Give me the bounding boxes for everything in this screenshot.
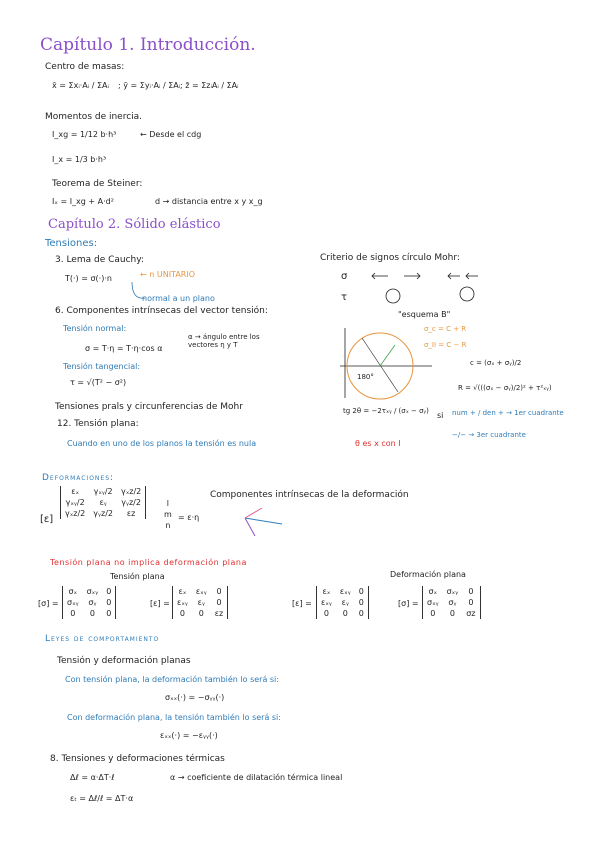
- comp-item: 6. Componentes intrínsecas del vector tensión:: [55, 306, 268, 316]
- c: 0: [358, 598, 364, 607]
- c: σₓ: [428, 587, 438, 596]
- c: εₓᵧ: [321, 598, 332, 607]
- si-label: si: [437, 411, 444, 420]
- plana-item: 12. Tensión plana:: [57, 419, 139, 429]
- c: 0: [106, 598, 112, 607]
- momento-xg: I_xg = 1/12 b·h³: [52, 130, 117, 139]
- m12: γᵧz/2: [121, 498, 141, 507]
- dp-sigma-label: [σ] =: [398, 599, 419, 608]
- cuadrante1: num + / den + → 1er cuadrante: [452, 409, 564, 417]
- c: σₓ: [68, 587, 78, 596]
- tg-formula: tg 2θ = −2τₓᵧ / (σₓ − σᵧ): [343, 407, 429, 415]
- mohr-sigma-ii: σ_II = C − R: [424, 341, 467, 349]
- tensiones-label: Tensiones:: [45, 238, 98, 249]
- criterio-sigma: σ: [341, 271, 348, 282]
- c: 0: [449, 609, 455, 618]
- deform-vector: [160, 498, 176, 531]
- c: σz: [466, 609, 476, 618]
- dp-eps-matrix: [316, 586, 369, 619]
- c: εz: [214, 609, 224, 618]
- leyes-item2: 8. Tensiones y deformaciones térmicas: [50, 754, 225, 764]
- tangencial-formula: τ = √(T² − σ²): [70, 378, 127, 387]
- chapter2-title: Capítulo 2. Sólido elástico: [48, 217, 221, 232]
- chapter1-title: Capítulo 1. Introducción.: [40, 35, 256, 55]
- centro-masas-label: Centro de masas:: [45, 62, 125, 72]
- momento-x: I_x = 1/3 b·h³: [52, 155, 107, 164]
- tension-plana-label: Tensión plana: [110, 572, 165, 581]
- dp-sigma-matrix: [422, 586, 481, 619]
- leyes-item1: Tensión y deformación planas: [57, 656, 191, 666]
- tangencial-label: Tensión tangencial:: [63, 362, 141, 371]
- warning: Tensión plana no implica deformación plana: [50, 558, 247, 567]
- mohr-c: c = (σₓ + σᵧ)/2: [470, 359, 522, 367]
- c: σᵧ: [448, 598, 457, 607]
- tp-eps-matrix: [172, 586, 228, 619]
- m00: εₓ: [71, 487, 80, 496]
- leyes-formula3-note: α → coeficiente de dilatación térmica lineal: [170, 773, 343, 782]
- c: 0: [216, 598, 222, 607]
- mohr-sigma-c: σ_c = C + R: [424, 325, 467, 333]
- v2: n: [165, 521, 171, 530]
- mohr-r: R = √(((σₓ − σᵧ)/2)² + τ²ₓᵧ): [458, 384, 552, 392]
- mohr-circle-diagram: [340, 328, 432, 399]
- plana-note: Cuando en uno de los planos la tensión es nula: [67, 439, 257, 448]
- centro-formula-z: ; z̄ = ΣzᵢAᵢ / ΣAᵢ: [180, 81, 239, 90]
- cauchy-unitario: ← n UNITARIO: [140, 270, 196, 279]
- c: 0: [468, 587, 474, 596]
- v1: m: [164, 510, 172, 519]
- deformacion-plana-label: Deformación plana: [390, 570, 466, 579]
- c: 0: [430, 609, 436, 618]
- cauchy-arrow: [132, 282, 145, 298]
- deformaciones-label: Deformaciones:: [42, 473, 115, 483]
- cauchy-formula: T(·) = σ(·)·n: [65, 274, 112, 283]
- c: εₓ: [178, 587, 187, 596]
- m10: γₓᵧ/2: [65, 498, 85, 507]
- esquema-b: "esquema B": [398, 310, 451, 319]
- steiner-note: d → distancia entre x y x_g: [155, 197, 263, 206]
- tp-sigma-matrix: [62, 586, 116, 619]
- m22: εz: [126, 509, 136, 518]
- normal-note: α → ángulo entre los vectores η y T: [188, 333, 260, 349]
- c: εₓᵧ: [339, 587, 351, 596]
- angle-label: 180°: [357, 373, 374, 381]
- leyes-line2: Con deformación plana, la tensión también lo será si:: [67, 713, 281, 722]
- c: εᵧ: [341, 598, 349, 607]
- steiner-formula: Iₓ = I_xg + A·d²: [52, 197, 114, 206]
- dp-eps-label: [ε] =: [292, 599, 312, 608]
- c: 0: [106, 609, 112, 618]
- normal-formula: σ = T·η = T·η·cos α: [85, 344, 163, 353]
- m01: γₓᵧ/2: [93, 487, 113, 496]
- tp-eps-label: [ε] =: [150, 599, 170, 608]
- c: 0: [179, 609, 185, 618]
- c: σₓᵧ: [67, 598, 79, 607]
- c: 0: [70, 609, 76, 618]
- steiner-label: Teorema de Steiner:: [52, 179, 143, 189]
- c: σₓᵧ: [86, 587, 99, 596]
- m20: γₓz/2: [65, 509, 86, 518]
- normal-label: Tensión normal:: [63, 324, 127, 333]
- tensiones-pral: Tensiones prals y circunferencias de Mohr: [55, 402, 243, 412]
- m21: γᵧz/2: [93, 509, 113, 518]
- deform-result: = ε·η: [178, 513, 200, 522]
- centro-formula-y: ; ȳ = Σyᵢ·Aᵢ / ΣAᵢ: [118, 81, 181, 90]
- c: εₓᵧ: [177, 598, 188, 607]
- c: 0: [323, 609, 329, 618]
- momento-note: ← Desde el cdg: [140, 130, 202, 139]
- momentos-label: Momentos de inercia.: [45, 112, 143, 122]
- c: εₓᵧ: [195, 587, 207, 596]
- deform-matrix: [60, 486, 146, 519]
- theta-note: θ es x con I: [355, 439, 401, 448]
- m11: εᵧ: [99, 498, 107, 507]
- leyes-formula4: εₜ = Δℓ/ℓ = ΔT·α: [70, 794, 134, 803]
- centro-formula-x: x̄ = Σxᵢ·Aᵢ / ΣAᵢ: [52, 81, 109, 90]
- c: εₓ: [322, 587, 331, 596]
- c: 0: [342, 609, 348, 618]
- c: 0: [216, 587, 222, 596]
- c: 0: [106, 587, 112, 596]
- cauchy-normal: normal a un plano: [142, 294, 215, 303]
- v0: l: [166, 499, 170, 508]
- cauchy-item: 3. Lema de Cauchy:: [55, 255, 144, 265]
- leyes-line1: Con tensión plana, la deformación también lo será si:: [65, 675, 279, 684]
- criterio-tau: τ: [341, 292, 348, 303]
- c: 0: [358, 587, 364, 596]
- deformation-vectors: [245, 508, 282, 536]
- c: σᵧ: [88, 598, 97, 607]
- c: 0: [89, 609, 95, 618]
- sign-arrows: [372, 273, 478, 303]
- c: σₓᵧ: [446, 587, 459, 596]
- tp-sigma-label: [σ] =: [38, 599, 59, 608]
- leyes-label: Leyes de comportamiento: [45, 634, 160, 644]
- leyes-formula1: σₓₓ(·) = −σᵧᵧ(·): [165, 693, 225, 702]
- c: 0: [198, 609, 204, 618]
- leyes-formula2: εₓₓ(·) = −εᵧᵧ(·): [160, 731, 218, 740]
- deform-comp-label: Componentes intrínsecas de la deformación: [210, 490, 409, 500]
- c: σₓᵧ: [427, 598, 439, 607]
- criterio-label: Criterio de signos círculo Mohr:: [320, 253, 460, 263]
- c: 0: [358, 609, 364, 618]
- c: εᵧ: [197, 598, 205, 607]
- cuadrante2: −/− → 3er cuadrante: [452, 431, 526, 439]
- deform-tensor: [ε]: [40, 514, 54, 525]
- c: 0: [468, 598, 474, 607]
- m02: γₓz/2: [120, 487, 142, 496]
- leyes-formula3: Δℓ = α·ΔT·ℓ: [70, 773, 115, 782]
